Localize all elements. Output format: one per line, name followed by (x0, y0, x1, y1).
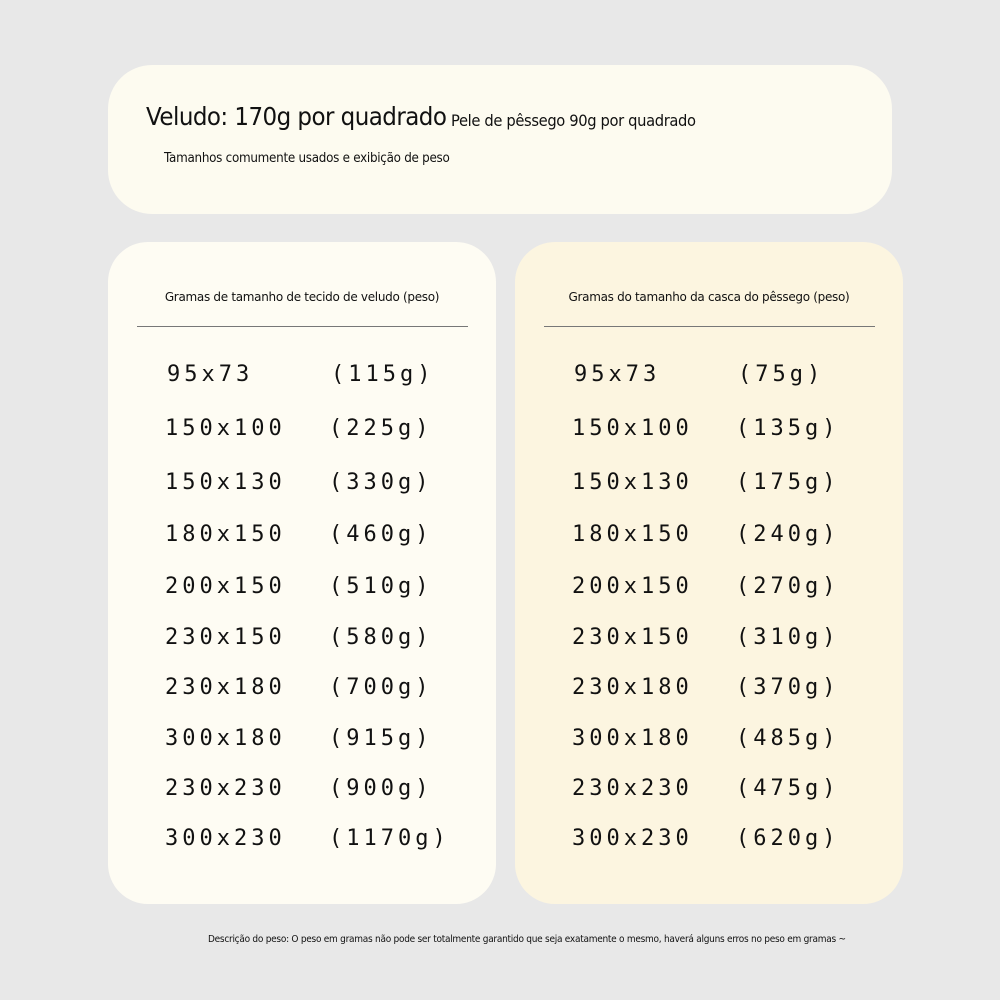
size-weight-row (515, 470, 903, 500)
size-value: 300x230 (165, 826, 286, 851)
size-value: 95x73 (574, 362, 661, 387)
common-sizes-subtitle: Tamanhos comumente usados ​​e exibição de peso (164, 151, 450, 166)
size-value: 150x130 (572, 470, 693, 495)
size-weight-row (515, 625, 903, 655)
weight-value: (510g) (329, 574, 433, 599)
velvet-weight-table (108, 242, 496, 904)
size-value: 230x150 (165, 625, 286, 650)
weight-value: (175g) (736, 470, 840, 495)
weight-value: (460g) (329, 522, 433, 547)
velvet-weight-title: Veludo: 170g por quadrado (146, 102, 447, 131)
peach-skin-weight-table (515, 242, 903, 904)
weight-value: (915g) (329, 726, 433, 751)
size-value: 150x100 (572, 416, 693, 441)
size-value: 230x150 (572, 625, 693, 650)
size-value: 300x180 (572, 726, 693, 751)
size-weight-row (108, 826, 496, 856)
size-weight-row (108, 362, 496, 392)
weight-value: (900g) (329, 776, 433, 801)
peach-skin-table-heading: Gramas do tamanho da casca do pêssego (peso) (568, 290, 850, 304)
size-weight-row (515, 574, 903, 604)
velvet-table-heading: Gramas de tamanho de tecido de veludo (peso) (164, 290, 440, 304)
weight-value: (370g) (736, 675, 840, 700)
size-value: 200x150 (572, 574, 693, 599)
size-weight-row (515, 362, 903, 392)
size-weight-row (515, 776, 903, 806)
size-value: 230x180 (572, 675, 693, 700)
size-value: 300x180 (165, 726, 286, 751)
peach-skin-size-list (515, 242, 903, 904)
size-value: 230x230 (165, 776, 286, 801)
size-weight-row (108, 726, 496, 756)
weight-value: (270g) (736, 574, 840, 599)
size-value: 180x150 (165, 522, 286, 547)
size-weight-row (108, 470, 496, 500)
weight-value: (240g) (736, 522, 840, 547)
size-weight-row (108, 574, 496, 604)
size-weight-row (108, 416, 496, 446)
peach-skin-weight-title: Pele de pêssego 90g por quadrado (451, 111, 696, 130)
size-value: 230x180 (165, 675, 286, 700)
size-weight-row (108, 776, 496, 806)
size-weight-row (108, 522, 496, 552)
size-weight-row (515, 416, 903, 446)
size-weight-row (515, 826, 903, 856)
size-weight-row (108, 675, 496, 705)
weight-value: (115g) (331, 362, 435, 387)
weight-value: (330g) (329, 470, 433, 495)
weight-value: (485g) (736, 726, 840, 751)
size-weight-row (515, 675, 903, 705)
weight-value: (75g) (738, 362, 825, 387)
size-value: 300x230 (572, 826, 693, 851)
size-value: 200x150 (165, 574, 286, 599)
size-value: 180x150 (572, 522, 693, 547)
size-value: 150x130 (165, 470, 286, 495)
weight-value: (580g) (329, 625, 433, 650)
size-value: 150x100 (165, 416, 286, 441)
weight-value: (700g) (329, 675, 433, 700)
size-value: 230x230 (572, 776, 693, 801)
size-weight-row (515, 726, 903, 756)
header-card (108, 65, 892, 214)
weight-value: (620g) (736, 826, 840, 851)
weight-description-footnote: Descrição do peso: O peso em gramas não pode ser totalmente garantido que seja exatamente o mesmo, haverá alguns erros no peso em gramas ~ (208, 934, 846, 945)
weight-value: (310g) (736, 625, 840, 650)
weight-value: (135g) (736, 416, 840, 441)
weight-value: (475g) (736, 776, 840, 801)
size-weight-row (515, 522, 903, 552)
size-value: 95x73 (167, 362, 254, 387)
weight-value: (225g) (329, 416, 433, 441)
velvet-size-list (108, 242, 496, 904)
weight-value: (1170g) (329, 826, 450, 851)
size-weight-row (108, 625, 496, 655)
